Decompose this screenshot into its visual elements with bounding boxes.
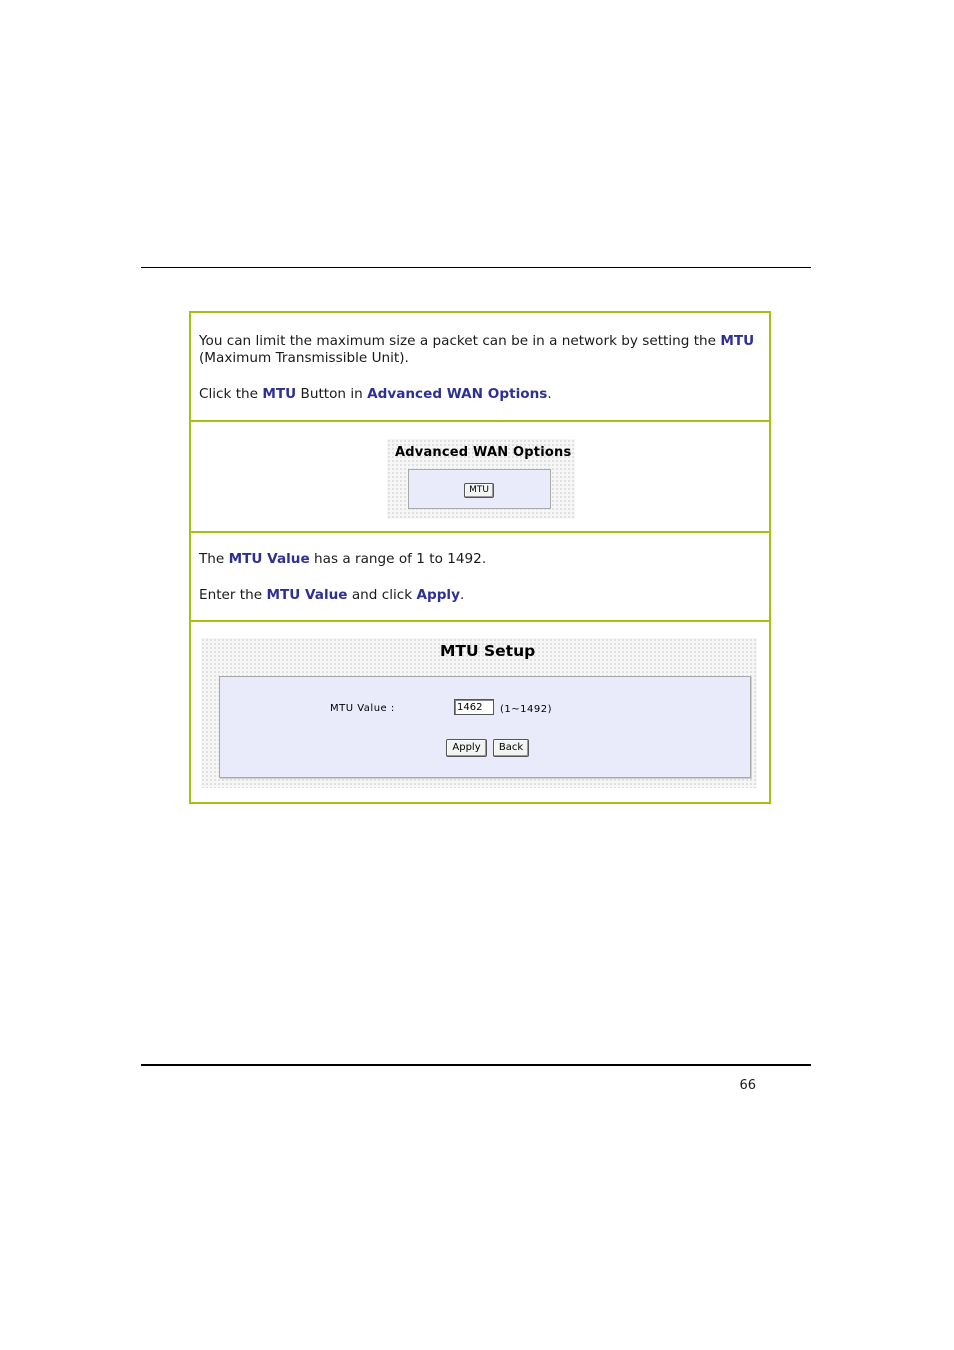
intro-text: You can limit the maximum size a packet can be in a network by setting the [199,333,721,349]
apply-keyword: Apply [416,587,460,603]
advanced-wan-title: Advanced WAN Options [395,445,572,460]
mtu-button[interactable]: MTU [464,483,494,498]
instruction-table [189,311,771,804]
click-text: Click the [199,386,263,402]
range-text: The [199,551,229,567]
footer-rule [141,1064,811,1066]
back-button[interactable]: Back [493,739,529,757]
page-number: 66 [739,1078,756,1093]
mtu-setup-screenshot-cell [191,620,769,802]
enter-text: Enter the [199,587,267,603]
mtu-value-label: MTU Value : [330,703,395,714]
mtu-range-hint: (1~1492) [500,704,552,715]
mtu-value-keyword: MTU Value [228,551,310,567]
mtu-keyword: MTU [262,386,297,402]
click-instruction [199,386,763,403]
header-rule [141,267,811,268]
enter-text: and click [347,587,417,603]
advanced-wan-screenshot [387,439,575,519]
intro-text-2: (Maximum Transmissible Unit). [199,350,409,366]
mtu-value-keyword: MTU Value [266,587,348,603]
mtu-setup-panel [219,676,751,778]
period: . [547,386,552,402]
mtu-setup-screenshot [201,638,757,788]
enter-instruction [199,587,763,604]
advanced-wan-screenshot-cell [191,420,769,531]
advanced-wan-panel [408,469,551,509]
advanced-wan-keyword: Advanced WAN Options [367,386,548,402]
range-description [199,551,763,568]
intro-paragraph [199,333,763,367]
apply-button[interactable]: Apply [446,739,487,757]
mtu-value-input[interactable]: 1462 [454,699,494,715]
click-text: Button in [296,386,368,402]
mtu-setup-title: MTU Setup [440,642,536,660]
range-text: has a range of 1 to 1492. [309,551,487,567]
mtu-value-cell [191,531,769,620]
intro-cell [191,313,769,420]
period: . [459,587,465,603]
mtu-keyword: MTU [720,333,755,349]
